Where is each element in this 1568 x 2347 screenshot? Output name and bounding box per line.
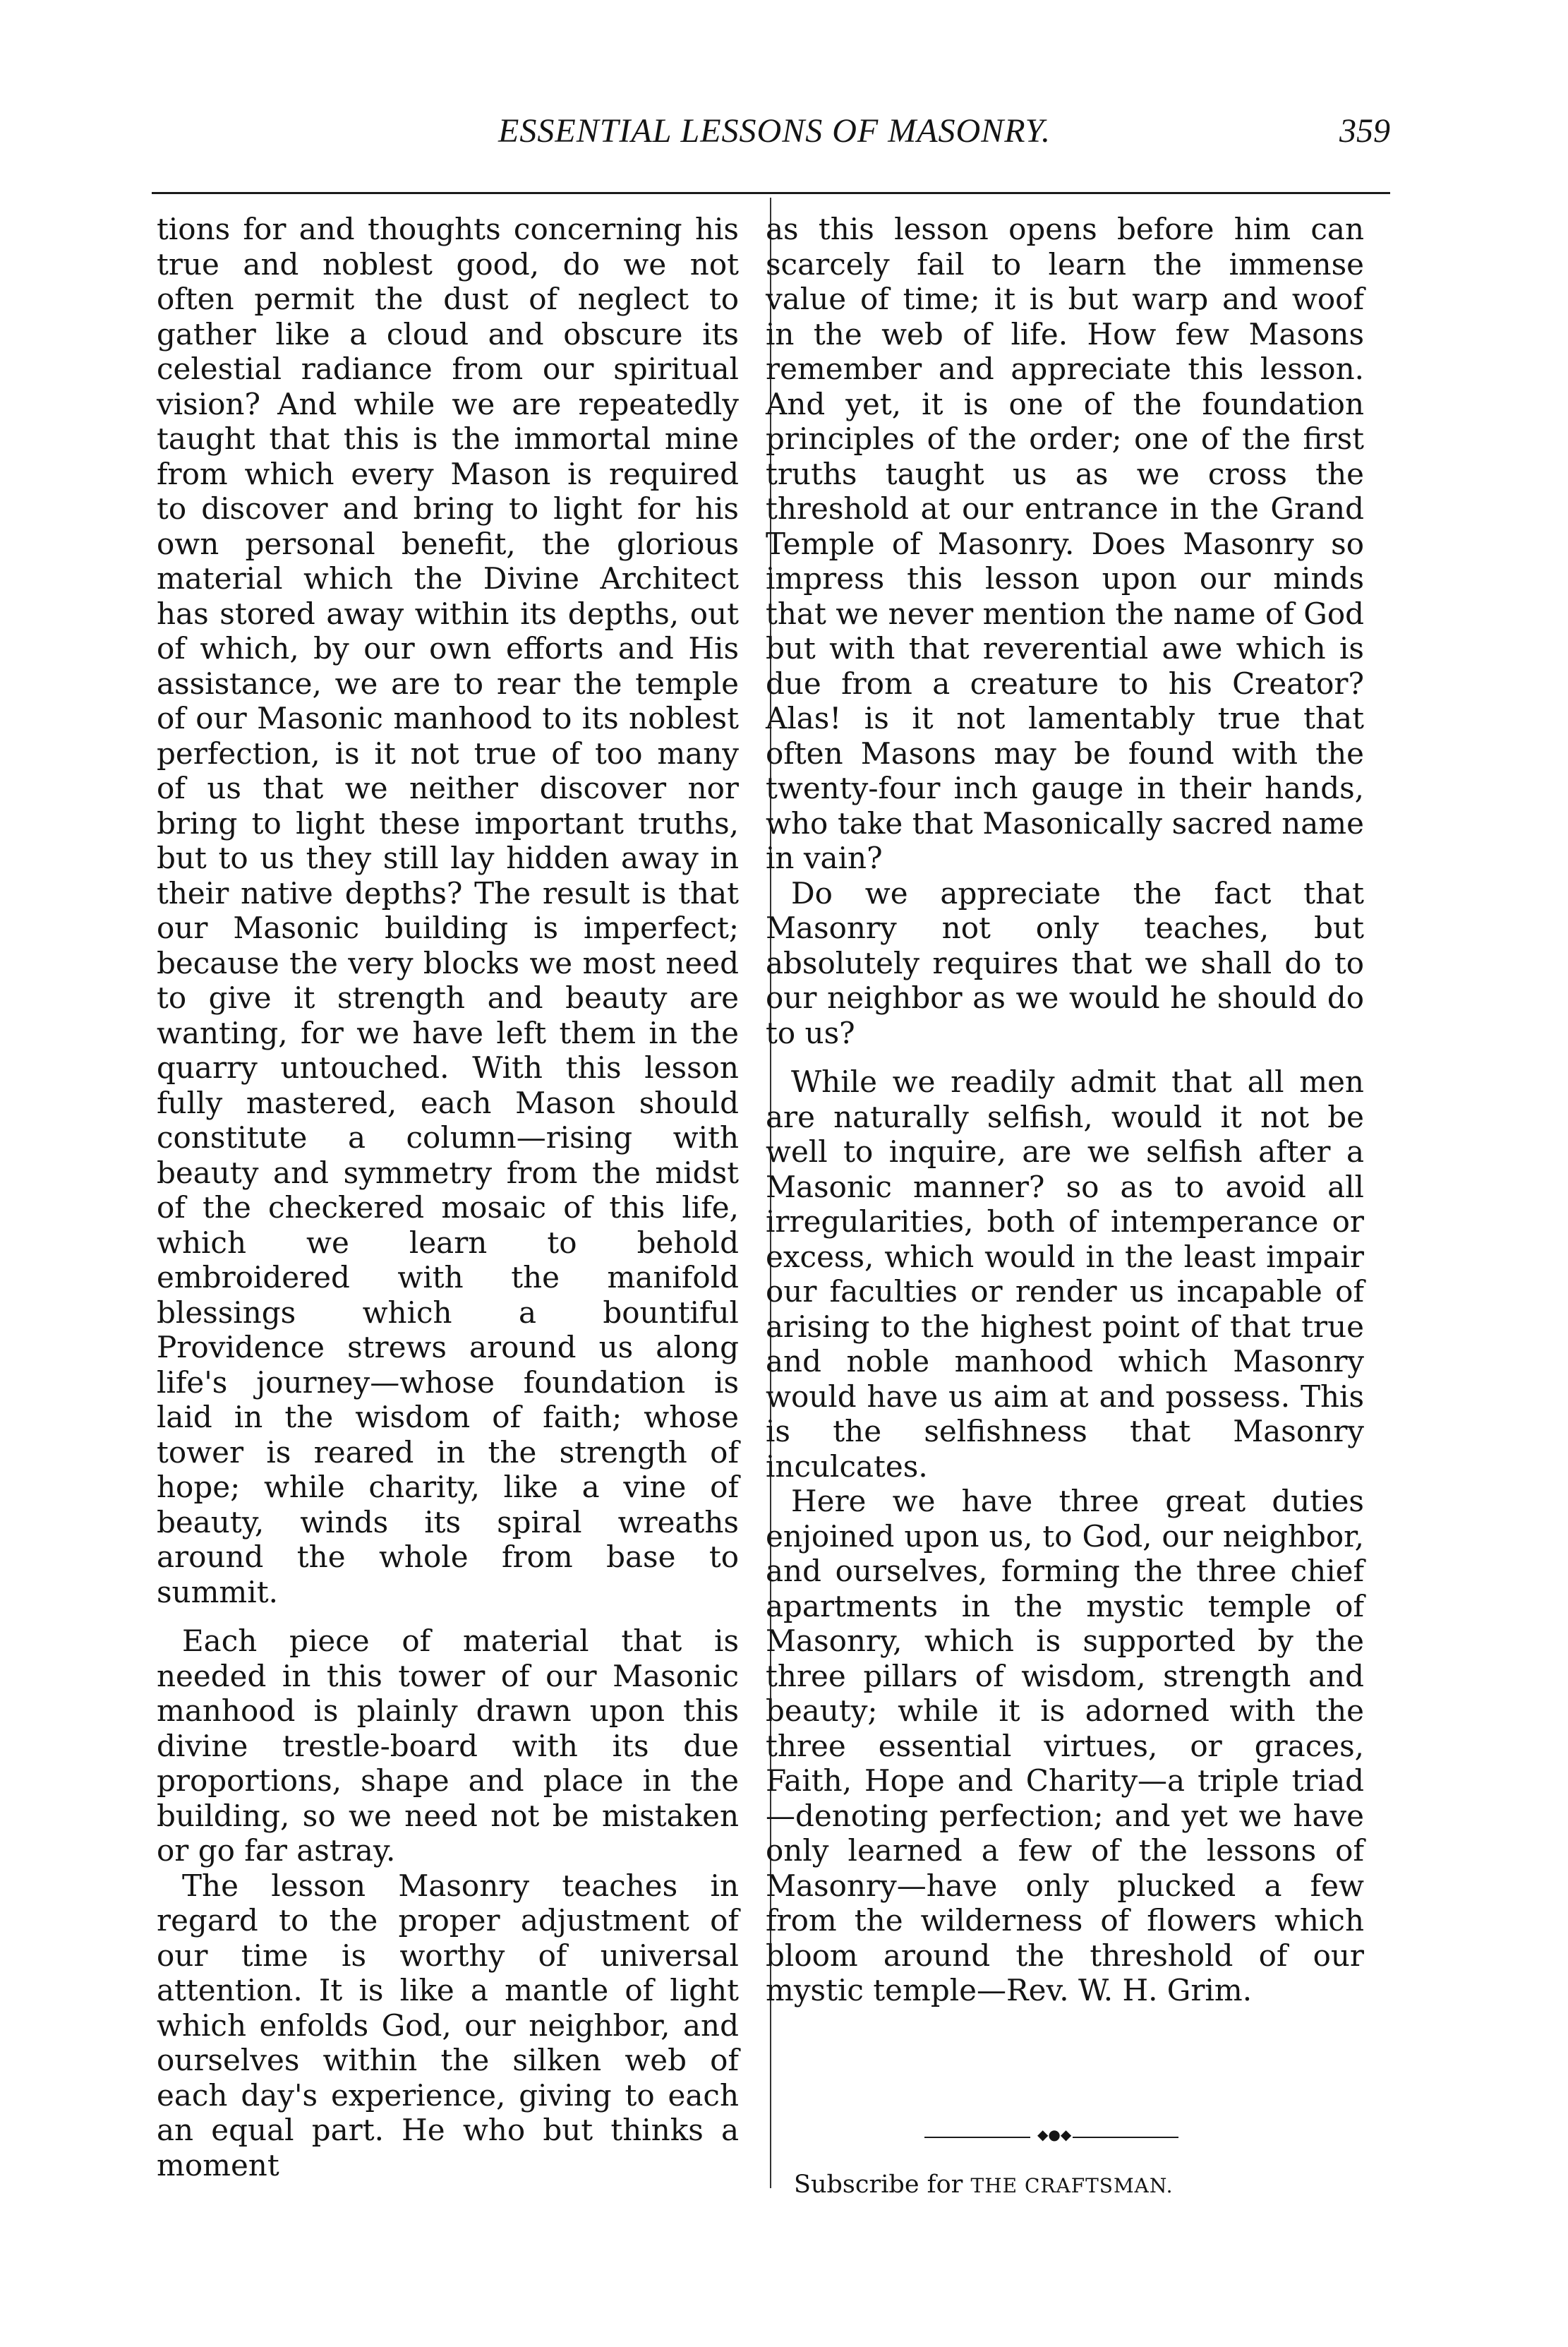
left-column xyxy=(157,212,739,2183)
page-number: 359 xyxy=(1339,112,1390,150)
running-title: ESSENTIAL LESSONS OF MASONRY. xyxy=(498,112,1051,150)
subscribe-prefix: Subscribe for xyxy=(794,2171,971,2199)
publication-name: THE CRAFTSMAN. xyxy=(970,2174,1174,2197)
subscribe-notice xyxy=(794,2171,1174,2199)
paragraph: tions for and thoughts concerning his true and noblest good, do we not often permit the dust of neglect to gather like a cloud and obscure its celestial radiance from our spiritual vision? And while we are repeatedly taught that this is the immortal mine from which every Mason is required to discover and bring to light for his own personal benefit, the glorious material which the Divine Architect has stored away within its depths, out of which, by our own efforts and His assistance, we are to rear the temple of our Masonic manhood to its noblest perfection, is it not true of too many of us that we neither discover nor bring to light these important truths, but to us they still lay hidden away in their native depths? The result is that our Masonic building is imperfect; because the very blocks we most need to give it strength and beauty are wanting, for we have left them in the quarry untouched. With this lesson fully mastered, each Mason should constitute a column—rising with beauty and symmetry from the midst of the checkered mosaic of this life, which we learn to behold embroidered with the manifold blessings which a bountiful Providence strews around us along life's journey—whose foundation is laid in the wisdom of faith; whose tower is reared in the strength of hope; while charity, like a vine of beauty, winds its spiral wreaths around the whole from base to summit. xyxy=(157,212,739,1609)
divider-line-left xyxy=(924,2137,1030,2138)
ornamental-divider xyxy=(924,2126,1178,2144)
running-head xyxy=(159,112,1390,161)
paragraph: as this lesson opens before him can scarcely fail to learn the immense value of time; it is but warp and woof in the web of life. How few Masons remember and appreciate this lesson. And yet, it is one of the foundation principles of the order; one of the first truths taught us as we cross the threshold at our entrance in the Grand Temple of Masonry. Does Masonry so impress this lesson upon our minds that we never mention the name of God but with that reverential awe which is due from a creature to his Creator? Alas! is it not lamentably true that often Masons may be found with the twenty-four inch gauge in their hands, who take that Masonically sacred name in vain? xyxy=(766,212,1364,875)
paragraph: Each piece of material that is needed in this tower of our Masonic manhood is plainly drawn upon this divine trestle-board with its due proportions, shape and place in the building, so we need not be mistaken or go far astray. xyxy=(157,1623,739,1868)
paragraph: The lesson Masonry teaches in regard to the proper adjustment of our time is worthy of universal attention. It is like a mantle of light which enfolds God, our neighbor, and ourselves within the silken web of each day's experience, giving to each an equal part. He who but thinks a moment xyxy=(157,1868,739,2183)
right-column xyxy=(766,212,1364,2008)
header-rule xyxy=(152,192,1390,194)
paragraph: Do we appreciate the fact that Masonry not only teaches, but absolutely requires that we shall do to our neighbor as we would he should do to us? xyxy=(766,875,1364,1050)
paragraph: While we readily admit that all men are naturally selfish, would it not be well to inquire, are we selfish after a Masonic manner? so as to avoid all irregularities, both of intemperance or excess, which would in the least impair our faculties or render us incapable of arising to the highest point of that true and noble manhood which Masonry would have us aim at and possess. This is the selfishness that Masonry inculcates. xyxy=(766,1064,1364,1484)
divider-line-right xyxy=(1073,2137,1178,2138)
paragraph: Here we have three great duties enjoined upon us, to God, our neighbor, and ourselves, forming the three chief apartments in the mystic temple of Masonry, which is supported by the three pillars of wisdom, strength and beauty; while it is adorned with the three essential virtues, or graces, Faith, Hope and Charity—a triple triad—denoting perfection; and yet we have only learned a few of the lessons of Masonry—have only plucked a few from the wilderness of flowers which bloom around the threshold of our mystic temple—Rev. W. H. Grim. xyxy=(766,1484,1364,2007)
divider-ornament: ◆●◆ xyxy=(1037,2126,1072,2143)
